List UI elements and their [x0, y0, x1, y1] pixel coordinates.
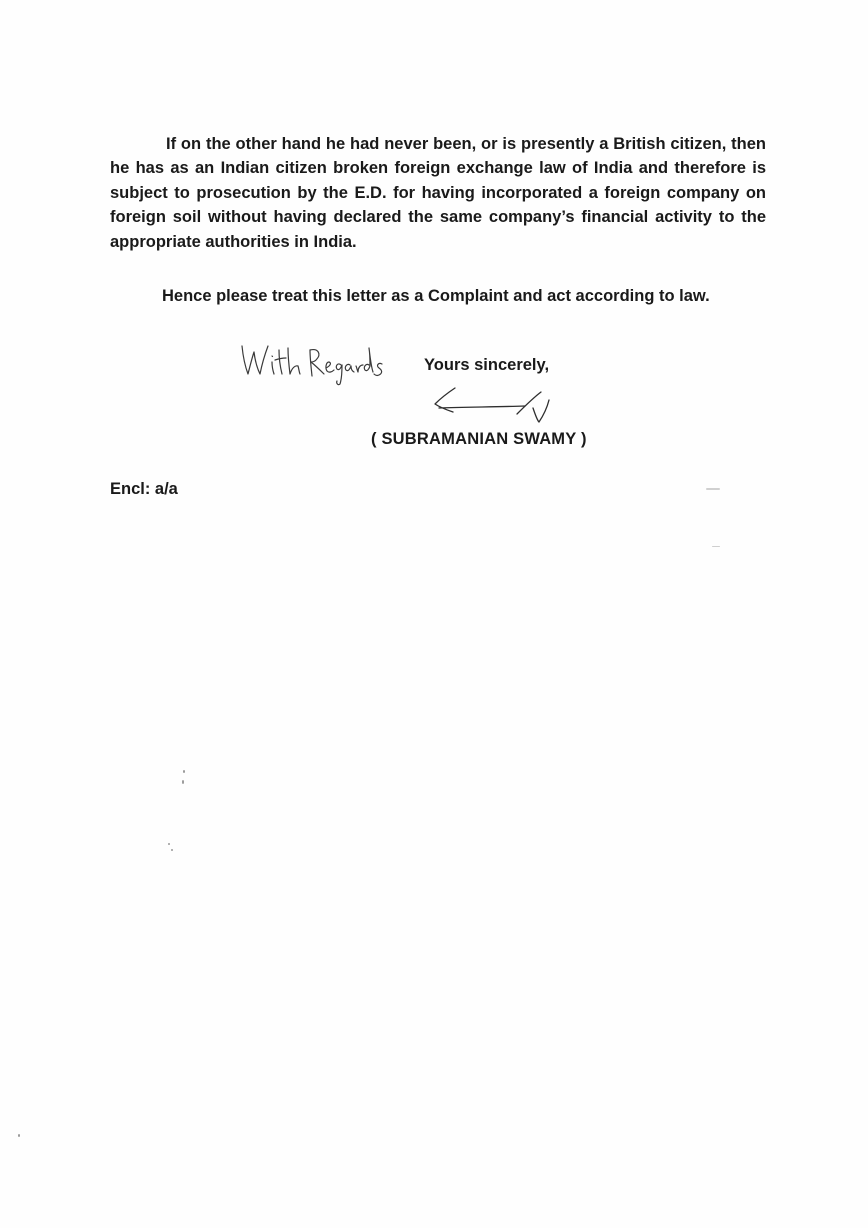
scan-speck: [182, 780, 184, 784]
scan-speck: [171, 849, 173, 851]
scan-speck: [706, 488, 720, 490]
closing-salutation: Yours sincerely,: [424, 356, 550, 374]
enclosure-note: Encl: a/a: [110, 480, 178, 498]
body-paragraph-2: Hence please treat this letter as a Complaint and act according to law.: [162, 287, 710, 305]
scan-speck: [183, 770, 185, 773]
signature-image: [425, 382, 560, 428]
scan-speck: [18, 1134, 20, 1137]
signer-name: ( SUBRAMANIAN SWAMY ): [371, 430, 587, 448]
scan-speck: [712, 546, 720, 547]
scan-speck: [168, 843, 170, 845]
body-paragraph-1: If on the other hand he had never been, or is presently a British citizen, then he has as an Indian citizen broken foreign exchange law of India and therefore is subject to prosecution by the E.D. for having incorporated a foreign company on foreign soil without having declared the same company’s financial activity to the appropriate authorities in India.: [110, 135, 766, 251]
handwritten-regards-image: [238, 338, 388, 388]
